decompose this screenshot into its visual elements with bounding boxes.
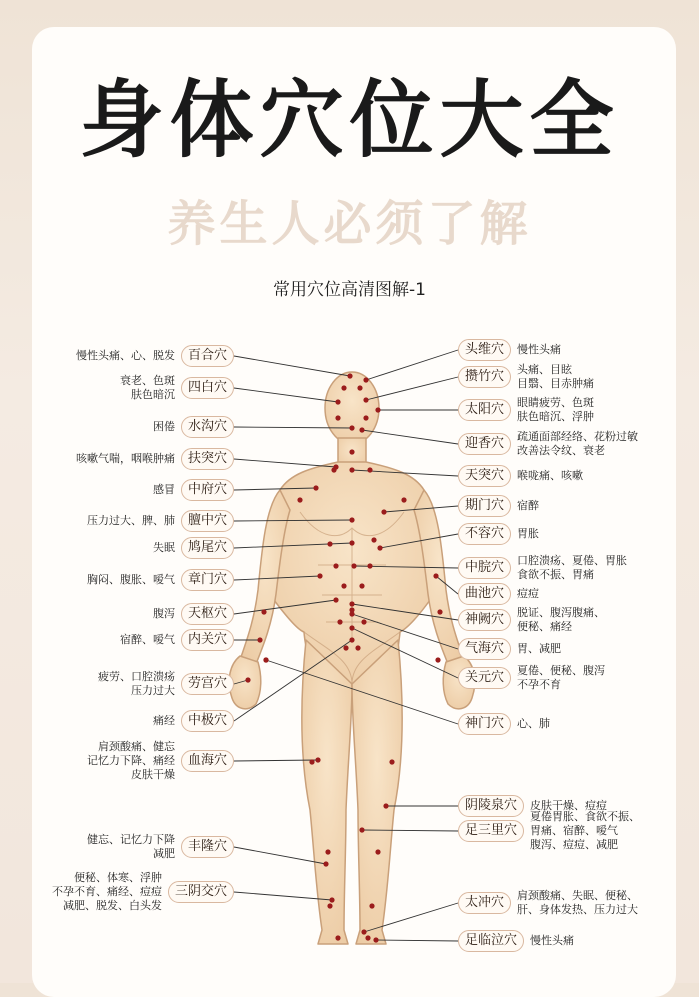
extra-29-point: [357, 385, 362, 390]
acupoint-tag: 血海穴: [181, 750, 234, 772]
right-1-leader-line: [366, 377, 458, 400]
acupoint-tag: 鸠尾穴: [181, 537, 234, 559]
acupoint-description: 咳嗽气喘，咽喉肿痛: [76, 452, 175, 465]
acupoint-tag: 足临泣穴: [458, 930, 524, 952]
extra-7-point: [333, 563, 338, 568]
extra-11-point: [349, 607, 354, 612]
left-0-point: [347, 373, 352, 378]
left-11-point: [349, 637, 354, 642]
right-16-point: [373, 937, 378, 942]
acupoint-tag: 迎香穴: [458, 433, 511, 455]
extra-23-point: [375, 849, 380, 854]
figure-right-leg: [352, 640, 402, 944]
extra-18-point: [343, 645, 348, 650]
acupoint-description: 肩颈酸痛、健忘 记忆力下降、痛经 皮肤干燥: [87, 740, 175, 781]
acupoint-tag: 气海穴: [458, 638, 511, 660]
left-3-leader-line: [234, 459, 336, 467]
acupoint-tag: 太阳穴: [458, 399, 511, 421]
extra-0-point: [349, 449, 354, 454]
left-6-point: [349, 540, 354, 545]
right-3-point: [359, 427, 364, 432]
extra-14-point: [261, 609, 266, 614]
extra-20-point: [309, 759, 314, 764]
acupoint-tag: 不容穴: [458, 523, 511, 545]
right-14-point: [359, 827, 364, 832]
acupoint-tag: 攒竹穴: [458, 366, 511, 388]
extra-6-point: [371, 537, 376, 542]
right-3-leader-line: [362, 430, 458, 444]
left-13-point: [323, 861, 328, 866]
acupoint-description: 慢性头痛: [517, 343, 561, 356]
left-7-point: [317, 573, 322, 578]
acupoint-description: 疲劳、口腔溃疡 压力过大: [98, 670, 175, 697]
acupoint-tag: 百合穴: [181, 345, 234, 367]
figure-head: [325, 372, 379, 444]
acupoint-tag: 神阙穴: [458, 609, 511, 631]
acupoint-description: 腹泻: [153, 607, 175, 620]
extra-25-point: [369, 903, 374, 908]
diagram-caption: 常用穴位高清图解-1: [273, 280, 426, 300]
left-1-point: [335, 399, 340, 404]
acupoint-tag: 劳宫穴: [181, 673, 234, 695]
acupoint-tag: 足三里穴: [458, 820, 524, 842]
right-2-point: [375, 407, 380, 412]
extra-10-point: [359, 583, 364, 588]
left-12-point: [315, 757, 320, 762]
left-0-leader-line: [234, 356, 350, 376]
extra-4-point: [401, 497, 406, 502]
acupoint-description: 宿醉: [517, 499, 539, 512]
extra-27-point: [365, 935, 370, 940]
acupoint-tag: 扶突穴: [181, 448, 234, 470]
right-0-point: [363, 377, 368, 382]
page-subtitle: 养生人必须了解: [167, 196, 532, 252]
extra-21-point: [389, 759, 394, 764]
acupoint-description: 疏通面部经络、花粉过敏 改善法令纹、衰老: [517, 430, 638, 457]
extra-19-point: [355, 645, 360, 650]
acupoint-tag: 神门穴: [458, 713, 511, 735]
acupoint-tag: 中极穴: [181, 710, 234, 732]
extra-16-point: [263, 657, 268, 662]
left-9-point: [257, 637, 262, 642]
extra-9-point: [341, 583, 346, 588]
extra-2-point: [367, 467, 372, 472]
acupoint-tag: 头维穴: [458, 339, 511, 361]
right-5-point: [381, 509, 386, 514]
acupoint-tag: 曲池穴: [458, 583, 511, 605]
right-11-point: [349, 625, 354, 630]
acupoint-description: 眼睛疲劳、色斑 肤色暗沉、浮肿: [517, 396, 594, 423]
acupoint-tag: 中府穴: [181, 479, 234, 501]
acupoint-description: 心、肺: [517, 717, 550, 730]
acupoint-description: 喉咙痛、咳嗽: [517, 469, 583, 482]
extra-28-point: [341, 385, 346, 390]
acupoint-tag: 膻中穴: [181, 510, 234, 532]
left-1-leader-line: [234, 388, 338, 402]
left-5-point: [349, 517, 354, 522]
acupoint-description: 肩颈酸痛、失眠、便秘、 肝、身体发热、压力过大: [517, 889, 638, 916]
acupoint-description: 慢性头痛、心、脱发: [76, 349, 175, 362]
acupoint-description: 夏倦胃胀、食欲不振、 胃痛、宿醉、嗳气 腹泻、痘痘、减肥: [530, 810, 640, 851]
acupoint-description: 失眠: [153, 541, 175, 554]
acupoint-description: 感冒: [153, 483, 175, 496]
right-8-point: [433, 573, 438, 578]
acupoint-description: 困倦: [153, 420, 175, 433]
acupoint-description: 便秘、体寒、浮肿 不孕不育、痛经、痘痘 减肥、脱发、白头发: [52, 871, 162, 912]
acupoint-tag: 中脘穴: [458, 557, 511, 579]
acupoint-description: 胸闷、腹胀、嗳气: [87, 573, 175, 586]
acupoint-tag: 天突穴: [458, 465, 511, 487]
extra-17-point: [435, 657, 440, 662]
acupoint-description: 胃、减肥: [517, 642, 561, 655]
left-8-point: [333, 597, 338, 602]
right-13-point: [383, 803, 388, 808]
acupoint-tag: 阴陵泉穴: [458, 795, 524, 817]
extra-26-point: [335, 935, 340, 940]
acupoint-description: 痛经: [153, 714, 175, 727]
acupoint-tag: 天枢穴: [181, 603, 234, 625]
right-1-point: [363, 397, 368, 402]
left-13-leader-line: [234, 847, 326, 864]
right-4-point: [349, 467, 354, 472]
acupoint-description: 夏倦、便秘、腹泻 不孕不育: [517, 664, 605, 691]
right-9-point: [349, 601, 354, 606]
acupoint-description: 压力过大、脾、肺: [87, 514, 175, 527]
acupoint-description: 痘痘: [517, 587, 539, 600]
acupoint-tag: 内关穴: [181, 629, 234, 651]
acupoint-description: 脱证、腹泻腹痛、 便秘、痛经: [517, 606, 605, 633]
extra-3-point: [297, 497, 302, 502]
acupoint-tag: 四白穴: [181, 377, 234, 399]
extra-22-point: [325, 849, 330, 854]
acupoint-description: 宿醉、嗳气: [120, 633, 175, 646]
left-14-point: [329, 897, 334, 902]
acupoint-tag: 三阴交穴: [168, 881, 234, 903]
extra-12-point: [337, 619, 342, 624]
page-title: 身体穴位大全: [79, 70, 620, 169]
acupoint-tag: 水沟穴: [181, 416, 234, 438]
acupoint-description: 衰老、色斑 肤色暗沉: [120, 374, 175, 401]
acupoint-tag: 太冲穴: [458, 892, 511, 914]
extra-1-point: [331, 467, 336, 472]
acupoint-description: 健忘、记忆力下降 减肥: [87, 833, 175, 860]
right-7-point: [351, 563, 356, 568]
extra-13-point: [361, 619, 366, 624]
acupoint-tag: 章门穴: [181, 569, 234, 591]
acupoint-description: 皮肤干燥、痘痘: [530, 799, 607, 812]
left-4-point: [313, 485, 318, 490]
right-0-leader-line: [366, 350, 458, 380]
extra-24-point: [327, 903, 332, 908]
extra-31-point: [363, 415, 368, 420]
acupoint-description: 口腔溃疡、夏倦、胃胀 食欲不振、胃痛: [517, 554, 627, 581]
extra-5-point: [327, 541, 332, 546]
left-10-point: [245, 677, 250, 682]
extra-30-point: [335, 415, 340, 420]
extra-15-point: [437, 609, 442, 614]
acupoint-tag: 丰隆穴: [181, 836, 234, 858]
extra-8-point: [367, 563, 372, 568]
right-6-point: [377, 545, 382, 550]
right-15-point: [361, 929, 366, 934]
right-16-leader-line: [376, 940, 458, 941]
left-2-point: [349, 425, 354, 430]
acupoint-description: 胃胀: [517, 527, 539, 540]
acupoint-tag: 期门穴: [458, 495, 511, 517]
acupoint-description: 慢性头痛: [530, 934, 574, 947]
acupoint-tag: 关元穴: [458, 667, 511, 689]
acupoint-description: 头痛、目眩 目翳、目赤肿痛: [517, 363, 594, 390]
